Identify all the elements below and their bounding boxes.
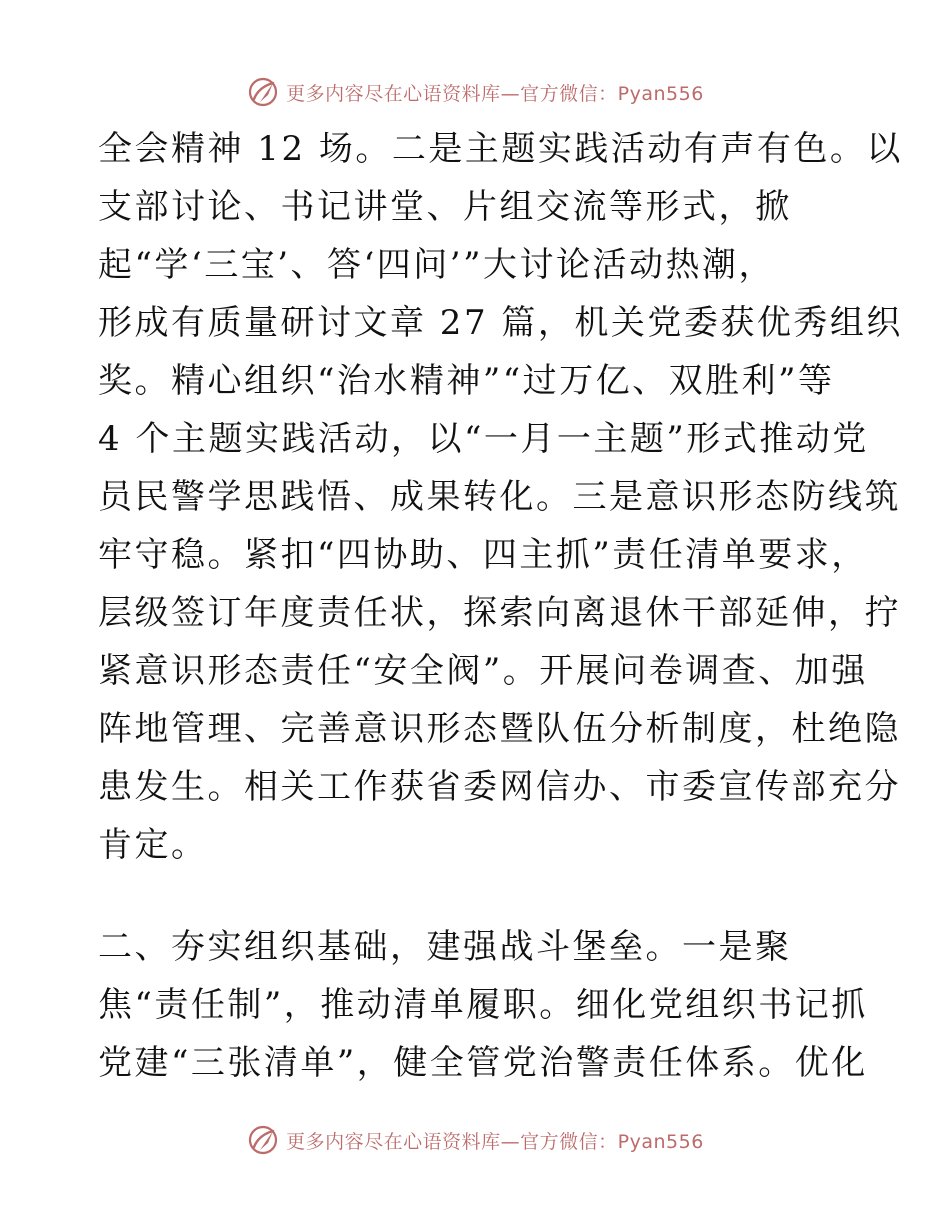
paragraph-line: 牢守稳。紧扣“四协助、四主抓”责任清单要求， [98,535,868,575]
paragraph-line: 起“学‘三宝’、答‘四问’”大讨论活动热潮， [98,245,775,285]
watermark-text: 更多内容尽在心语资料库—官方微信：Pyan556 [286,1130,704,1153]
document-body [98,120,903,1092]
paragraph-line: 肯定。 [98,825,208,865]
paragraph-line: 奖。精心组织“治水精神”“过万亿、双胜利”等 [98,361,835,401]
paragraph-gap [98,874,858,918]
header-watermark [0,72,950,112]
footer-watermark [0,1120,950,1160]
paragraph-line: 患发生。相关工作获省委网信办、市委宣传部充分 [98,767,901,807]
paragraph-line: 4 个主题实践活动，以“一月一主题”形式推动党 [98,419,869,459]
pen-swirl-logo-icon [246,1123,280,1157]
section-heading-line: 二、夯实组织基础，建强战斗堡垒。一是聚 [98,927,792,967]
paragraph-line: 焦“责任制”，推动清单履职。细化党组织书记抓 [98,985,868,1025]
paragraph-line: 阵地管理、完善意识形态暨队伍分析制度，杜绝隐 [98,709,901,749]
paragraph-line: 全会精神 12 场。二是主题实践活动有声有色。以 [98,129,903,169]
paragraph-line: 员民警学思践悟、成果转化。三是意识形态防线筑 [98,477,901,517]
paragraph-line: 支部讨论、书记讲堂、片组交流等形式，掀 [98,187,792,227]
paragraph-line: 形成有质量研讨文章 27 篇，机关党委获优秀组织 [98,303,903,343]
watermark-text: 更多内容尽在心语资料库—官方微信：Pyan556 [286,82,704,105]
paragraph-line: 党建“三张清单”，健全管党治警责任体系。优化 [98,1043,868,1083]
paragraph-line: 紧意识形态责任“安全阀”。开展问卷调查、加强 [98,651,868,691]
pen-swirl-logo-icon [246,75,280,109]
paragraph-line: 层级签订年度责任状，探索向离退休干部延伸，拧 [98,593,901,633]
